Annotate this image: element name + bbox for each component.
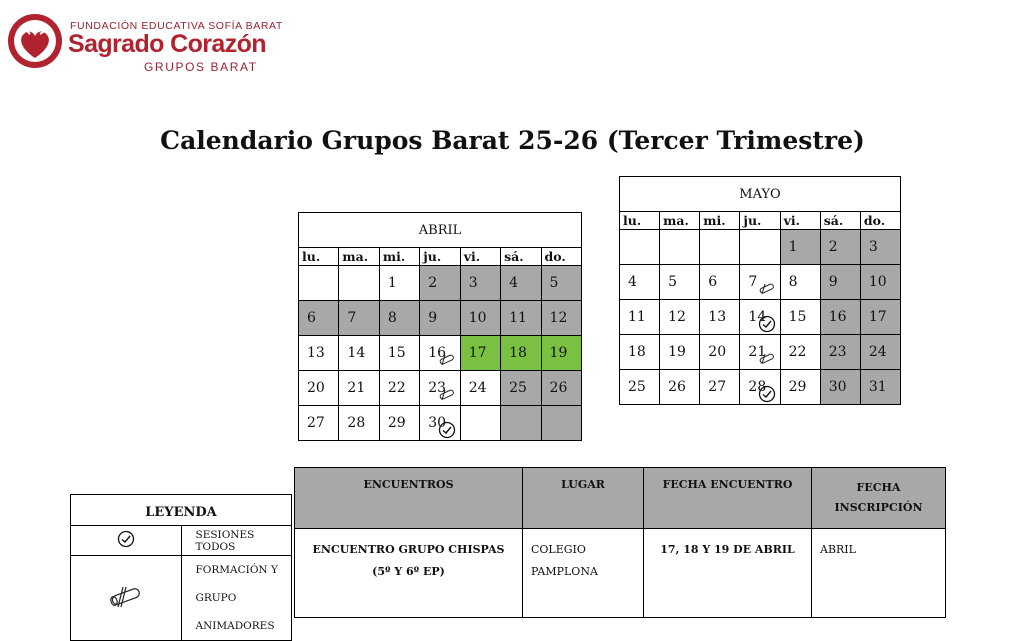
day-cell	[460, 371, 500, 406]
header-line: INSCRIPCIÓN	[834, 501, 923, 514]
lugar-line: COLEGIO	[531, 543, 586, 556]
cell-inscripcion: ABRIL	[812, 529, 946, 618]
day-cell	[541, 301, 581, 336]
weekday-label: vi.	[460, 248, 500, 266]
logo-subtitle: GRUPOS BARAT	[144, 60, 258, 74]
day-number: 18	[628, 344, 646, 360]
day-cell	[299, 406, 339, 441]
day-number: 9	[428, 310, 438, 326]
weekday-label: do.	[860, 212, 900, 230]
header-encuentros: ENCUENTROS	[295, 468, 523, 529]
cell-lugar	[523, 529, 644, 618]
day-cell	[780, 335, 820, 370]
day-cell	[780, 370, 820, 405]
day-cell-empty	[299, 266, 339, 301]
weekday-label: do.	[541, 248, 581, 266]
legend-icon-cell	[71, 556, 182, 641]
day-cell	[660, 300, 700, 335]
legend-label-line: ANIMADORES	[195, 620, 275, 632]
day-cell	[339, 301, 379, 336]
weekday-label: mi.	[379, 248, 419, 266]
day-number: 25	[509, 380, 527, 396]
scroll-icon	[436, 351, 458, 369]
day-number: 13	[708, 309, 727, 325]
day-cell	[379, 336, 419, 371]
day-number: 6	[708, 274, 718, 290]
day-number: 23	[828, 344, 847, 360]
day-cell-empty	[501, 406, 541, 441]
day-cell	[299, 336, 339, 371]
day-number: 26	[668, 379, 686, 395]
day-number: 6	[307, 310, 316, 326]
weekday-label: ju.	[420, 248, 460, 266]
day-number: 19	[549, 345, 568, 361]
weekday-label: mi.	[700, 212, 740, 230]
day-number: 29	[387, 415, 406, 431]
day-cell	[860, 370, 900, 405]
day-number: 29	[788, 379, 807, 395]
day-cell	[299, 301, 339, 336]
legend-label-line: FORMACIÓN Y GRUPO	[195, 564, 278, 604]
header-lugar: LUGAR	[523, 468, 644, 529]
day-number: 24	[468, 380, 487, 396]
day-cell	[420, 336, 460, 371]
day-number: 16	[428, 345, 447, 361]
month-title: ABRIL	[299, 213, 582, 248]
day-number: 8	[788, 274, 798, 290]
day-number: 10	[468, 310, 487, 326]
weekday-label: ma.	[660, 212, 700, 230]
day-cell	[660, 335, 700, 370]
day-number: 7	[748, 274, 758, 290]
day-number: 17	[468, 345, 487, 361]
day-number: 30	[828, 379, 847, 395]
encuentro-name-line: (5º Y 6º EP)	[372, 565, 445, 578]
day-cell-event	[501, 336, 541, 371]
day-cell	[740, 265, 780, 300]
header-fecha-encuentro: FECHA ENCUENTRO	[644, 468, 812, 529]
day-cell	[740, 370, 780, 405]
day-number: 23	[428, 380, 447, 396]
day-number: 5	[549, 275, 559, 291]
day-cell	[501, 301, 541, 336]
day-cell-empty	[460, 406, 500, 441]
day-cell	[820, 230, 860, 265]
day-number: 11	[509, 310, 527, 326]
day-number: 20	[307, 380, 325, 396]
day-number: 25	[628, 379, 646, 395]
day-cell	[379, 266, 419, 301]
scroll-icon	[106, 583, 146, 611]
day-cell	[379, 406, 419, 441]
day-cell	[620, 265, 660, 300]
day-number: 22	[788, 344, 807, 360]
day-cell	[820, 335, 860, 370]
legend-title: LEYENDA	[71, 495, 292, 526]
day-cell	[780, 230, 820, 265]
day-cell	[820, 370, 860, 405]
day-number: 26	[549, 380, 568, 396]
cell-fecha: 17, 18 Y 19 DE ABRIL	[644, 529, 812, 618]
calendar-mayo	[619, 176, 901, 405]
day-number: 13	[307, 345, 325, 361]
day-number: 10	[868, 274, 887, 290]
day-number: 24	[868, 344, 887, 360]
day-number: 21	[748, 344, 767, 360]
weekday-label: sá.	[501, 248, 541, 266]
day-cell	[860, 265, 900, 300]
day-number: 22	[387, 380, 406, 396]
day-cell	[420, 301, 460, 336]
header-line: FECHA	[856, 481, 901, 494]
day-number: 14	[748, 309, 767, 325]
day-cell	[700, 335, 740, 370]
day-cell	[820, 265, 860, 300]
day-number: 3	[868, 239, 878, 255]
day-number: 21	[347, 380, 366, 396]
month-title: MAYO	[620, 177, 901, 212]
day-cell-empty	[620, 230, 660, 265]
check-circle-icon	[117, 530, 135, 548]
day-cell-event	[460, 336, 500, 371]
scroll-icon	[436, 386, 458, 404]
day-number: 14	[347, 345, 366, 361]
day-cell	[780, 265, 820, 300]
day-cell	[660, 370, 700, 405]
day-cell	[620, 300, 660, 335]
day-number: 4	[509, 275, 519, 291]
day-number: 28	[748, 379, 767, 395]
page-title: Calendario Grupos Barat 25-26 (Tercer Trimestre)	[160, 126, 865, 155]
day-number: 27	[307, 415, 325, 431]
legend-icon-cell	[71, 526, 182, 556]
day-cell-empty	[541, 406, 581, 441]
day-cell	[541, 266, 581, 301]
heart-globe-logo-icon	[6, 12, 64, 70]
legend-label	[181, 556, 292, 641]
day-cell-empty	[740, 230, 780, 265]
day-cell	[620, 335, 660, 370]
day-cell	[860, 230, 900, 265]
legend-table	[70, 494, 292, 641]
day-number: 18	[509, 345, 527, 361]
legend-label: SESIONES TODOS	[181, 526, 292, 556]
scroll-icon	[756, 280, 778, 298]
cell-encuentro-name	[295, 529, 523, 618]
encuentros-table	[294, 467, 946, 618]
header-fecha-inscripcion	[812, 468, 946, 529]
weekday-label: lu.	[299, 248, 339, 266]
weekday-label: lu.	[620, 212, 660, 230]
day-cell	[700, 265, 740, 300]
day-number: 27	[708, 379, 727, 395]
day-cell	[780, 300, 820, 335]
day-number: 2	[828, 239, 838, 255]
day-cell	[339, 336, 379, 371]
day-number: 16	[828, 309, 847, 325]
weekday-label: sá.	[820, 212, 860, 230]
day-number: 17	[868, 309, 887, 325]
day-number: 4	[628, 274, 637, 290]
day-number: 19	[668, 344, 686, 360]
weekday-label: ma.	[339, 248, 379, 266]
day-cell	[420, 266, 460, 301]
day-number: 31	[868, 379, 887, 395]
day-cell	[501, 371, 541, 406]
day-cell	[379, 371, 419, 406]
day-cell-empty	[339, 266, 379, 301]
logo-foundation-text: FUNDACIÓN EDUCATIVA SOFÍA BARAT	[70, 20, 283, 32]
check-circle-icon	[758, 385, 776, 403]
scroll-icon	[756, 350, 778, 368]
day-cell	[379, 301, 419, 336]
day-number: 15	[788, 309, 807, 325]
day-cell	[700, 300, 740, 335]
day-number: 2	[428, 275, 438, 291]
day-number: 9	[828, 274, 838, 290]
day-cell	[501, 266, 541, 301]
day-cell	[860, 335, 900, 370]
day-cell-event	[541, 336, 581, 371]
day-number: 15	[387, 345, 406, 361]
day-number: 3	[468, 275, 478, 291]
day-number: 8	[387, 310, 397, 326]
day-cell	[740, 300, 780, 335]
weekday-label: vi.	[780, 212, 820, 230]
encuentro-name-line: ENCUENTRO GRUPO CHISPAS	[312, 543, 505, 556]
logo	[6, 8, 283, 74]
day-cell	[820, 300, 860, 335]
day-number: 20	[708, 344, 727, 360]
day-cell	[299, 371, 339, 406]
day-cell	[420, 371, 460, 406]
day-number: 5	[668, 274, 678, 290]
day-number: 12	[549, 310, 568, 326]
day-number: 1	[387, 275, 397, 291]
day-cell	[420, 406, 460, 441]
day-cell	[460, 266, 500, 301]
day-number: 1	[788, 239, 798, 255]
day-cell	[740, 335, 780, 370]
calendar-abril	[298, 212, 582, 441]
day-cell-empty	[700, 230, 740, 265]
logo-brand-name: Sagrado Corazón	[68, 30, 266, 58]
lugar-line: PAMPLONA	[531, 565, 598, 578]
day-cell	[460, 301, 500, 336]
day-number: 11	[628, 309, 646, 325]
day-cell	[339, 406, 379, 441]
day-number: 28	[347, 415, 366, 431]
day-cell	[541, 371, 581, 406]
day-cell	[660, 265, 700, 300]
weekday-label: ju.	[740, 212, 780, 230]
table-row	[295, 529, 946, 618]
day-number: 7	[347, 310, 357, 326]
day-cell-empty	[660, 230, 700, 265]
check-circle-icon	[438, 421, 456, 439]
day-cell	[620, 370, 660, 405]
day-number: 30	[428, 415, 447, 431]
check-circle-icon	[758, 315, 776, 333]
day-cell	[860, 300, 900, 335]
day-cell	[339, 371, 379, 406]
day-number: 12	[668, 309, 686, 325]
day-cell	[700, 370, 740, 405]
